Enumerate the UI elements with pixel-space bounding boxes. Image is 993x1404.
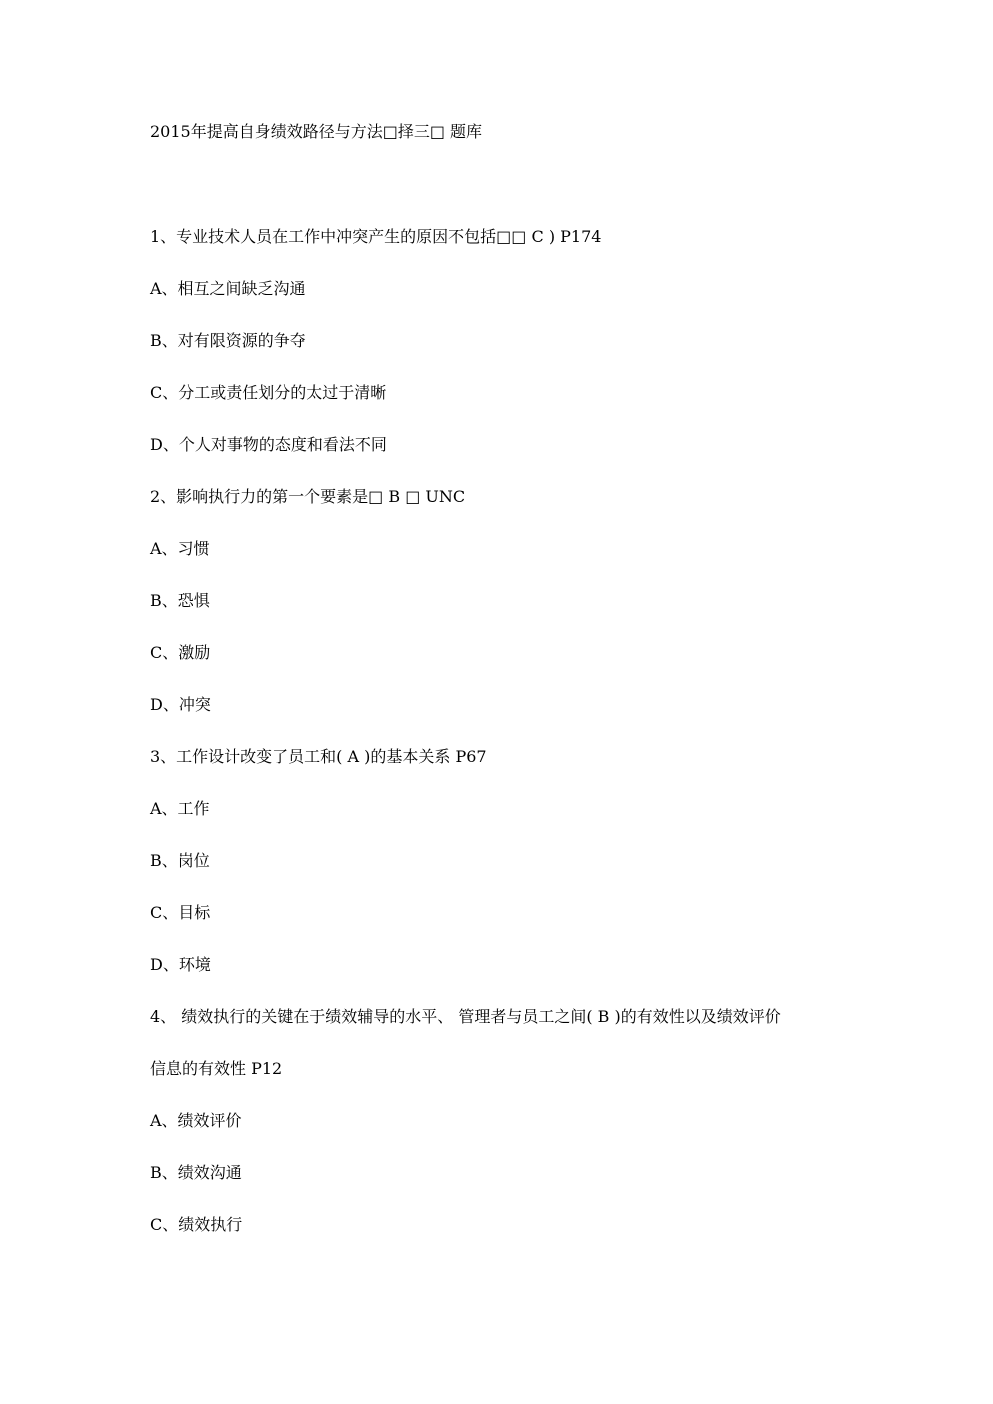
question-3-option-b: B、岗位 (150, 851, 210, 870)
question-2-option-d: D、冲突 (150, 695, 211, 714)
question-2-stem: 2、影响执行力的第一个要素是□ B □ UNC (150, 487, 466, 506)
question-3-option-c: C、目标 (150, 903, 211, 922)
question-1-option-d: D、个人对事物的态度和看法不同 (150, 435, 387, 454)
question-4-option-b: B、绩效沟通 (150, 1163, 242, 1182)
question-1-option-c: C、分工或责任划分的太过于清晰 (150, 383, 387, 402)
question-2-option-b: B、恐惧 (150, 591, 210, 610)
question-4-option-c: C、绩效执行 (150, 1215, 243, 1234)
question-2-option-c: C、激励 (150, 643, 211, 662)
question-1-option-b: B、对有限资源的争夺 (150, 331, 306, 350)
question-3-option-a: A、工作 (150, 799, 210, 818)
question-3-stem: 3、工作设计改变了员工和( A )的基本关系 P67 (150, 747, 487, 766)
question-1-option-a: A、相互之间缺乏沟通 (150, 279, 306, 298)
question-3-option-d: D、环境 (150, 955, 211, 974)
question-1-stem: 1、专业技术人员在工作中冲突产生的原因不包括□□ C ) P174 (150, 227, 602, 246)
question-2-option-a: A、习惯 (150, 539, 210, 558)
document-title: 2015年提高自身绩效路径与方法□择三□ 题库 (150, 122, 483, 141)
question-4-stem: 4、 绩效执行的关键在于绩效辅导的水平、 管理者与员工之间( B )的有效性以及绩效评价 (150, 1007, 781, 1026)
question-4-stem-continued: 信息的有效性 P12 (150, 1059, 283, 1078)
question-4-option-a: A、绩效评价 (150, 1111, 242, 1130)
